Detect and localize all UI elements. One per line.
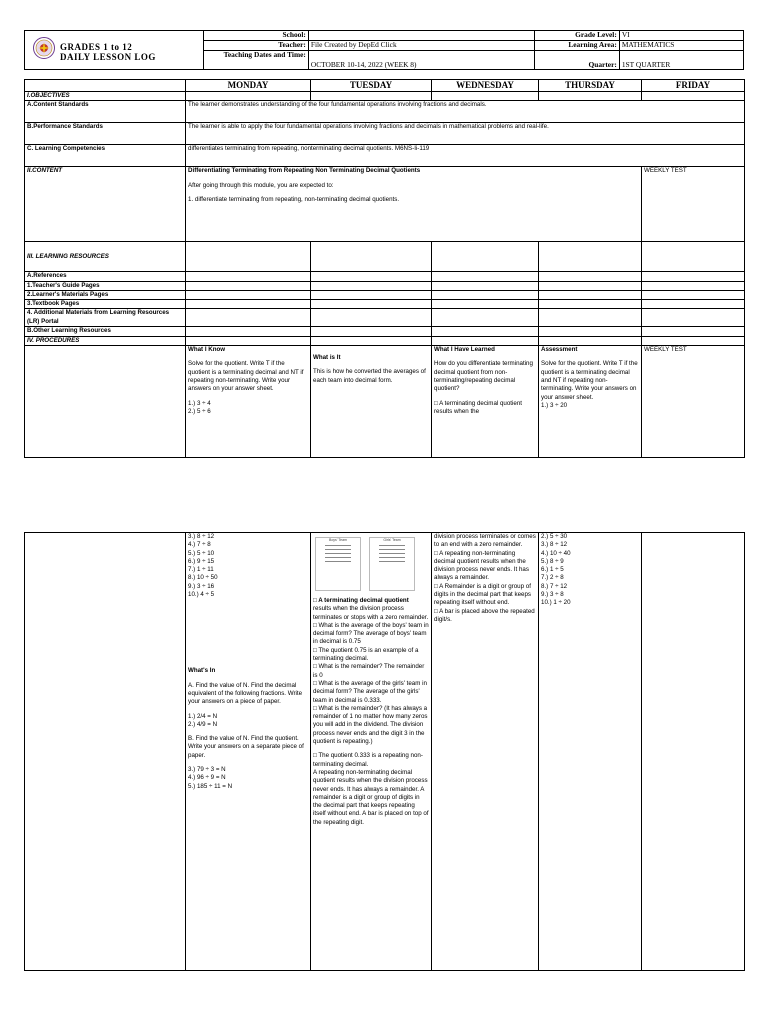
- tuesday-p5: □ What is the average of the girls' team in decimal form? The average of the girls' team in decimal is 0.333.: [313, 679, 427, 704]
- monday-item: 8.) 10 ÷ 50: [188, 574, 218, 582]
- tuesday-p3: □ The quotient 0.75 is an example of a terminating decimal.: [313, 646, 419, 663]
- performance-standards-label: B.Performance Standards: [25, 123, 186, 145]
- lesson-log-table: [24, 79, 745, 458]
- monday-item: 6.) 9 ÷ 15: [188, 557, 215, 565]
- area-value: MATHEMATICS: [619, 41, 743, 51]
- title-line-2: DAILY LESSON LOG: [60, 52, 156, 62]
- day-wednesday: WEDNESDAY: [432, 80, 539, 92]
- girls-team-figure: [369, 537, 415, 591]
- what-i-have-learned-text: How do you differentiate terminating decimal quotient from non-terminating/repeating decimal quotient?: [434, 360, 533, 393]
- content-title: Differentiating Terminating from Repeating Non Terminating Decimal Quotients: [188, 167, 421, 175]
- corner-cell: [25, 80, 186, 92]
- grade-value: VI: [619, 31, 743, 41]
- day-thursday: THURSDAY: [539, 80, 642, 92]
- girls-team-caption: Girls' Team: [383, 538, 401, 542]
- other-resources-label: B.Other Learning Resources: [25, 327, 186, 336]
- page-1: [0, 0, 768, 490]
- monday-item: 5.) 5 ÷ 10: [188, 549, 215, 557]
- day-tuesday: TUESDAY: [311, 80, 432, 92]
- thursday-item: 4.) 10 ÷ 40: [541, 549, 571, 557]
- monday-item: 2.) 5 ÷ 6: [188, 407, 211, 415]
- thursday-item: 9.) 3 ÷ 8: [541, 591, 564, 599]
- tuesday-p4: □ What is the remainder? The remainder is 0: [313, 663, 425, 679]
- textbook-label: 3.Textbook Pages: [25, 300, 186, 309]
- content-standards-text: The learner demonstrates understanding of the four fundamental operations involving fractions and decimals.: [186, 101, 745, 123]
- teacher-value: File Created by DepEd Click: [308, 41, 535, 51]
- thursday-item: 2.) 5 ÷ 30: [541, 533, 568, 540]
- teacher-label: Teacher:: [203, 41, 308, 51]
- thursday-item: 7.) 2 ÷ 8: [541, 574, 564, 582]
- additional-materials-label: 4. Additional Materials from Learning Resources (LR) Portal: [25, 309, 186, 327]
- page-2: [0, 508, 768, 1024]
- continued-label-cell: [25, 533, 186, 971]
- monday-continued: [186, 533, 311, 971]
- what-is-it-text: This is how he converted the averages of each team into decimal form.: [313, 368, 426, 384]
- monday-procedure: [186, 346, 311, 458]
- division-figures: [313, 533, 429, 597]
- what-i-know-text: Solve for the quotient. Write T if the quotient is a terminating decimal and NT if repeating non-terminating. Write your answers on your answer sheet.: [188, 360, 304, 393]
- thursday-item: 6.) 1 ÷ 5: [541, 566, 564, 574]
- tuesday-p1: results when the division process terminates or stops with a zero remainder.: [313, 605, 429, 621]
- friday-procedure: WEEKLY TEST: [642, 346, 745, 458]
- tuesday-p6: □ What is the remainder? (It has always a remainder of 1 no matter how many zeros you will add in the dividend. The division process never ends and the digit 3 in the quotient is repeating.): [313, 704, 428, 746]
- performance-standards-text: The learner is able to apply the four fundamental operations involving fractions and decimals in mathematical problems and real-life.: [186, 123, 745, 145]
- tuesday-p7: □ The quotient 0.333 is a repeating non-terminating decimal.: [313, 752, 423, 768]
- grade-label: Grade Level:: [535, 31, 619, 41]
- learners-materials-label: 2.Learner's Materials Pages: [25, 290, 186, 299]
- what-is-it-title: What is It: [313, 354, 341, 362]
- whats-in-item: 1.) 2/4 = N: [188, 712, 218, 720]
- whats-in-item: 4.) 96 ÷ 9 = N: [188, 774, 226, 782]
- procedures-continued-table: [24, 532, 745, 971]
- procedures-label: IV. PROCEDURES: [25, 336, 186, 345]
- tuesday-p2: □ What is the average of the boys' team in decimal form? The average of boys' team in decimal is 0.75: [313, 621, 429, 646]
- whats-in-b-text: B. Find the value of N. Find the quotient. Write your answers on a separate piece of paper.: [188, 735, 304, 759]
- content-line-3: 1. differentiate terminating from repeating, non-terminating decimal quotients.: [188, 195, 400, 203]
- references-label: A.References: [25, 272, 186, 281]
- what-i-have-learned-title: What I Have Learned: [434, 346, 495, 354]
- objectives-label: I.OBJECTIVES: [25, 92, 186, 101]
- tuesday-procedure: [311, 346, 432, 458]
- monday-item: 1.) 3 ÷ 4: [188, 399, 211, 407]
- tuesday-continued: [311, 533, 432, 971]
- tuesday-p1-bold: □ A terminating decimal quotient: [313, 597, 409, 604]
- monday-item: 9.) 3 ÷ 16: [188, 582, 215, 590]
- assessment-text: Solve for the quotient. Write T if the quotient is a terminating decimal and NT if repeating non-terminating. Write your answers on your answer sheet.: [541, 360, 638, 401]
- header-table: [24, 30, 744, 70]
- monday-item: 4.) 7 ÷ 8: [188, 541, 211, 549]
- thursday-continued: [539, 533, 642, 971]
- wednesday-continued: [432, 533, 539, 971]
- tuesday-p8: A repeating non-terminating decimal quotient results when the division process never ends. It has always a remainder. A remainder is a digit or group of digits in the decimal part that keeps repeating itself without end. A bar is placed on top of the repeating digit.: [313, 768, 429, 826]
- resources-label: III. LEARNING RESOURCES: [25, 242, 186, 272]
- thursday-procedure: [539, 346, 642, 458]
- logo-cell: [25, 31, 204, 70]
- school-value: [308, 31, 535, 41]
- whats-in-item: 5.) 185 ÷ 11 = N: [188, 782, 233, 790]
- monday-item: 10.) 4 ÷ 5: [188, 591, 215, 599]
- quarter-value: 1ST QUARTER: [619, 51, 743, 70]
- thursday-item: 10.) 1 ÷ 20: [541, 599, 571, 607]
- wednesday-p4: □ A bar is placed above the repeated digit/s.: [434, 607, 535, 623]
- school-label: School:: [203, 31, 308, 41]
- day-friday: FRIDAY: [642, 80, 745, 92]
- wednesday-p3: □ A Remainder is a digit or group of digits in the decimal part that keeps repeating itself without end.: [434, 582, 531, 607]
- wednesday-bullet: □ A terminating decimal quotient results when the: [434, 399, 523, 415]
- whats-in-a-text: A. Find the value of N. Find the decimal equivalent of the following fractions. Write your answers on a piece of paper.: [188, 681, 303, 706]
- wednesday-p1: division process terminates or comes to an end with a zero remainder.: [434, 533, 536, 549]
- boys-team-caption: Boys' Team: [329, 538, 347, 542]
- boys-team-figure: [315, 537, 361, 591]
- wednesday-procedure: [432, 346, 539, 458]
- weekly-test-content: WEEKLY TEST: [642, 167, 745, 242]
- dates-label: Teaching Dates and Time:: [203, 51, 308, 70]
- quarter-label: Quarter:: [535, 51, 619, 70]
- competencies-text: differentiates terminating from repeating, nonterminating decimal quotients. M6NS-Ii-119: [186, 145, 745, 167]
- monday-item: 7.) 1 ÷ 11: [188, 566, 214, 574]
- page-separator: [0, 490, 768, 508]
- day-monday: MONDAY: [186, 80, 311, 92]
- thursday-item: 5.) 8 ÷ 9: [541, 557, 564, 565]
- thursday-item: 8.) 7 ÷ 12: [541, 582, 568, 590]
- assessment-title: Assessment: [541, 346, 578, 354]
- content-cell: [186, 167, 642, 242]
- competencies-label: C. Learning Competencies: [25, 145, 186, 167]
- thursday-item: 3.) 8 ÷ 12: [541, 541, 568, 549]
- content-label: II.CONTENT: [25, 167, 186, 242]
- thursday-item: 1.) 3 ÷ 20: [541, 401, 568, 409]
- whats-in-title: What's In: [188, 667, 216, 675]
- teachers-guide-label: 1.Teacher's Guide Pages: [25, 281, 186, 290]
- content-line-2: After going through this module, you are expected to:: [188, 181, 334, 189]
- monday-item: 3.) 8 ÷ 12: [188, 533, 215, 540]
- content-standards-label: A.Content Standards: [25, 101, 186, 123]
- whats-in-item: 2.) 4/9 = N: [188, 720, 218, 728]
- friday-continued: [642, 533, 745, 971]
- title-line-1: GRADES 1 to 12: [60, 42, 133, 52]
- what-i-know-title: What I Know: [188, 346, 226, 354]
- area-label: Learning Area:: [535, 41, 619, 51]
- dates-value: OCTOBER 10-14, 2022 (WEEK 8): [308, 51, 535, 70]
- wednesday-p2: □ A repeating non-terminating decimal quotient results when the division process never ends. It has always a remainder.: [434, 549, 529, 582]
- whats-in-item: 3.) 79 ÷ 3 = N: [188, 766, 226, 774]
